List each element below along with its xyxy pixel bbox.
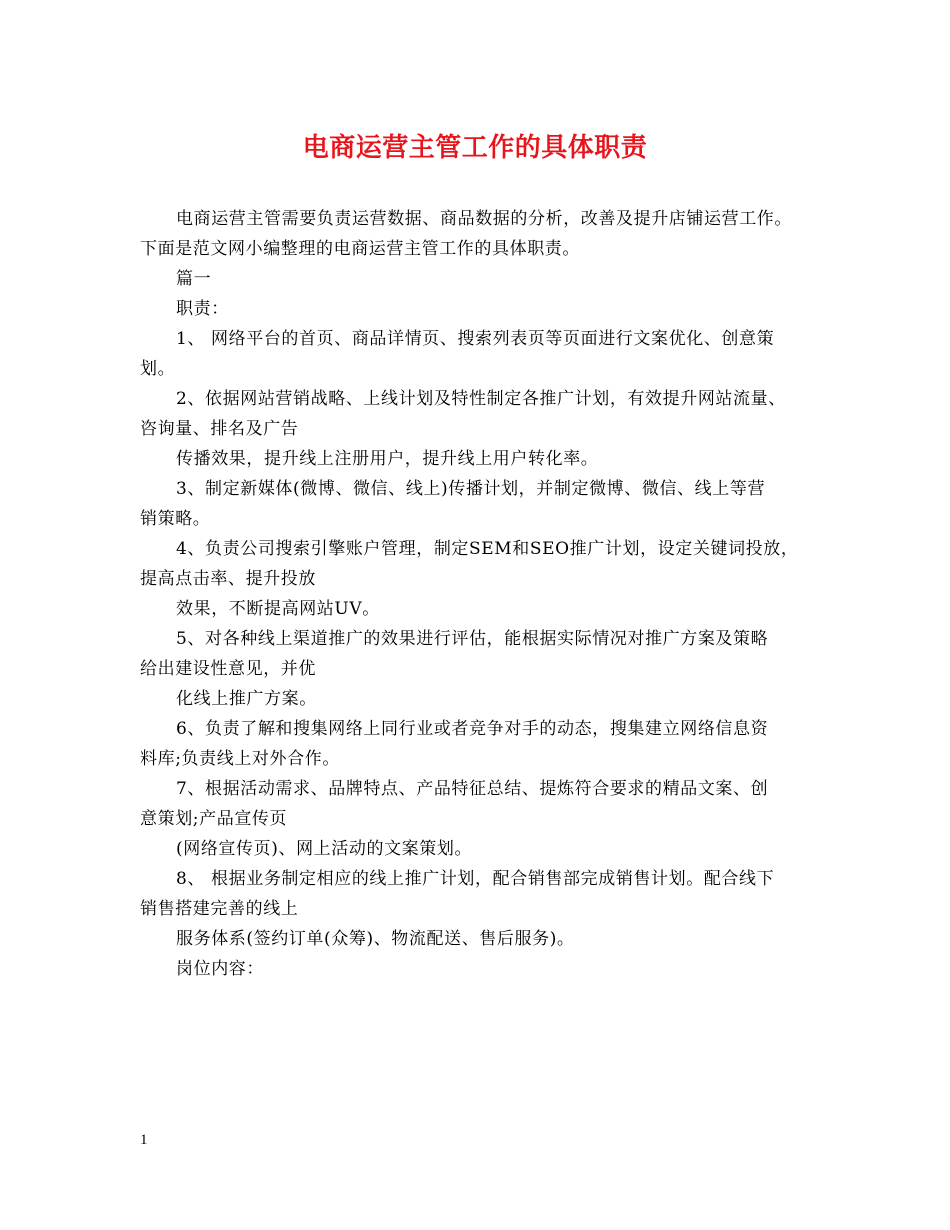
body-line: 6、负责了解和搜集网络上同行业或者竞争对手的动态，搜集建立网络信息资 — [176, 719, 769, 739]
body-line: 1、 网络平台的首页、商品详情页、搜索列表页等页面进行文案优化、创意策 — [176, 329, 775, 349]
body-line: 咨询量、排名及广告 — [140, 419, 299, 439]
page-number: 1 — [140, 1132, 148, 1148]
body-line: 传播效果，提升线上注册用户，提升线上用户转化率。 — [176, 449, 599, 469]
body-line: 下面是范文网小编整理的电商运营主管工作的具体职责。 — [140, 239, 580, 259]
body-line: 提高点击率、提升投放 — [140, 569, 316, 589]
document-body — [140, 204, 830, 984]
body-line: 2、依据网站营销战略、上线计划及特性制定各推广计划，有效提升网站流量、 — [176, 389, 786, 409]
body-line: 划。 — [140, 359, 176, 379]
body-line: 效果，不断提高网站UV。 — [176, 599, 380, 619]
body-line: 电商运营主管需要负责运营数据、商品数据的分析，改善及提升店铺运营工作。 — [176, 209, 792, 229]
body-line: 3、制定新媒体(微博、微信、线上)传播计划，并制定微博、微信、线上等营 — [176, 479, 766, 499]
body-line: 销售搭建完善的线上 — [140, 899, 299, 919]
body-line: 8、 根据业务制定相应的线上推广计划，配合销售部完成销售计划。配合线下 — [176, 869, 775, 889]
body-line: 7、根据活动需求、品牌特点、产品特征总结、提炼符合要求的精品文案、创 — [176, 779, 769, 799]
body-line: 给出建设性意见，并优 — [140, 659, 316, 679]
body-line: 服务体系(签约订单(众筹)、物流配送、售后服务)。 — [176, 929, 575, 949]
body-line: 4、负责公司搜索引擎账户管理，制定SEM和SEO推广计划，设定关键词投放， — [176, 539, 799, 559]
body-line: 料库;负责线上对外合作。 — [140, 749, 340, 769]
body-line: 5、对各种线上渠道推广的效果进行评估，能根据实际情况对推广方案及策略 — [176, 629, 769, 649]
body-line: 销策略。 — [140, 509, 211, 529]
document-title: 电商运营主管工作的具体职责 — [302, 133, 648, 163]
body-line: 意策划;产品宣传页 — [140, 809, 288, 829]
body-line: 化线上推广方案。 — [176, 689, 317, 709]
body-line: 岗位内容： — [176, 959, 264, 979]
body-line: 篇一 — [176, 269, 212, 289]
body-line: 职责： — [176, 299, 229, 319]
body-line: (网络宣传页)、网上活动的文案策划。 — [176, 839, 473, 859]
